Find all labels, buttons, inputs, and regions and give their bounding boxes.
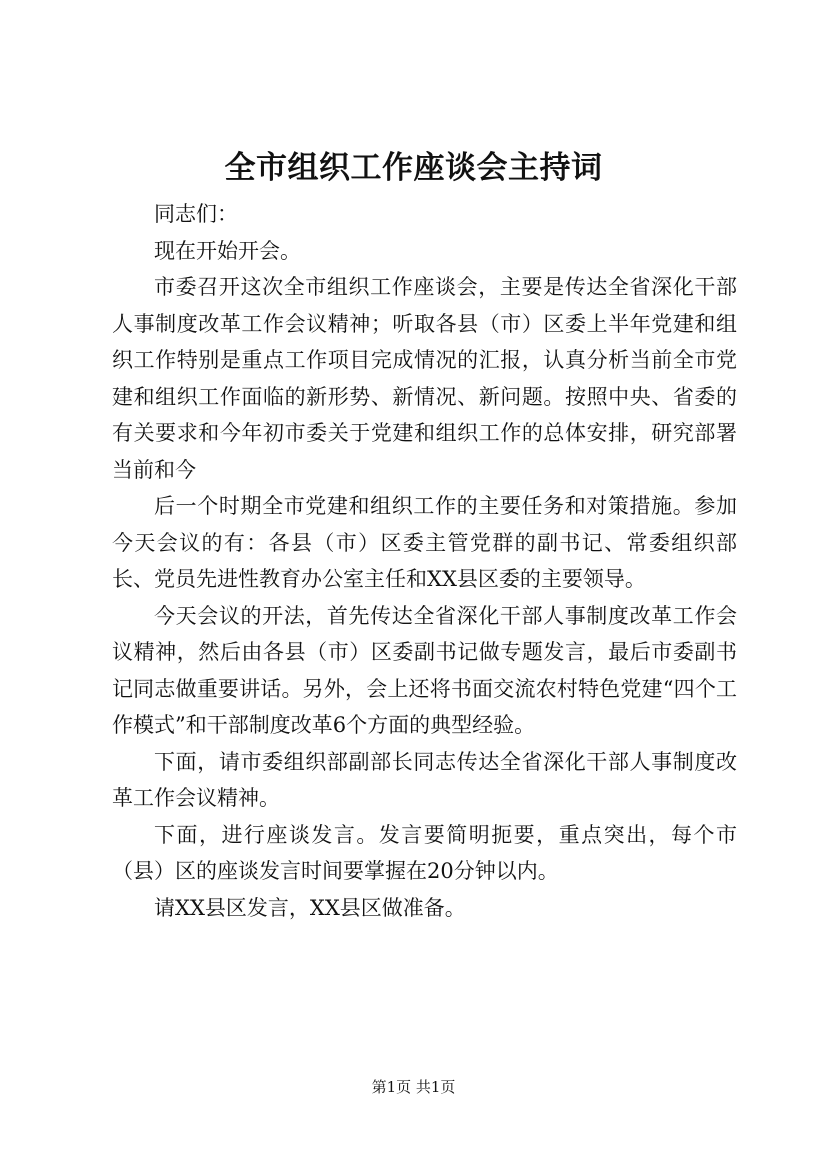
paragraph-attendees: 后一个时期全市党建和组织工作的主要任务和对策措施。参加今天会议的有：各县（市）区委主管党群的副书记、常委组织部长、党员先进性教育办公室主任和XX县区委的主要领导。 (112, 494, 737, 591)
paragraph-speaker-order: 请XX县区发言，XX县区做准备。 (154, 895, 466, 920)
paragraph-transmission: 下面，请市委组织部副部长同志传达全省深化干部人事制度改革工作会议精神。 (112, 749, 737, 810)
document-body (112, 196, 737, 926)
paragraph-discussion: 下面，进行座谈发言。发言要简明扼要，重点突出，每个市（县）区的座谈发言时间要掌握在20分钟以内。 (112, 822, 737, 883)
page-footer: 第1页 共1页 (371, 1078, 456, 1096)
paragraph-greeting: 同志们： (154, 202, 238, 226)
paragraph-agenda: 今天会议的开法，首先传达全省深化干部人事制度改革工作会议精神，然后由各县（市）区委副书记做专题发言，最后市委副书记同志做重要讲话。另外，会上还将书面交流农村特色党建“四个工作模式”和干部制度改革6个方面的典型经验。 (112, 603, 737, 737)
paragraph-purpose: 市委召开这次全市组织工作座谈会，主要是传达全省深化干部人事制度改革工作会议精神；听取各县（市）区委上半年党建和组织工作特别是重点工作项目完成情况的汇报，认真分析当前全市党建和组织工作面临的新形势、新情况、新问题。按照中央、省委的有关要求和今年初市委关于党建和组织工作的总体安排，研究部署当前和今 (112, 275, 737, 482)
document-title: 全市组织工作座谈会主持词 (224, 150, 603, 186)
paragraph-opening: 现在开始开会。 (154, 238, 301, 263)
